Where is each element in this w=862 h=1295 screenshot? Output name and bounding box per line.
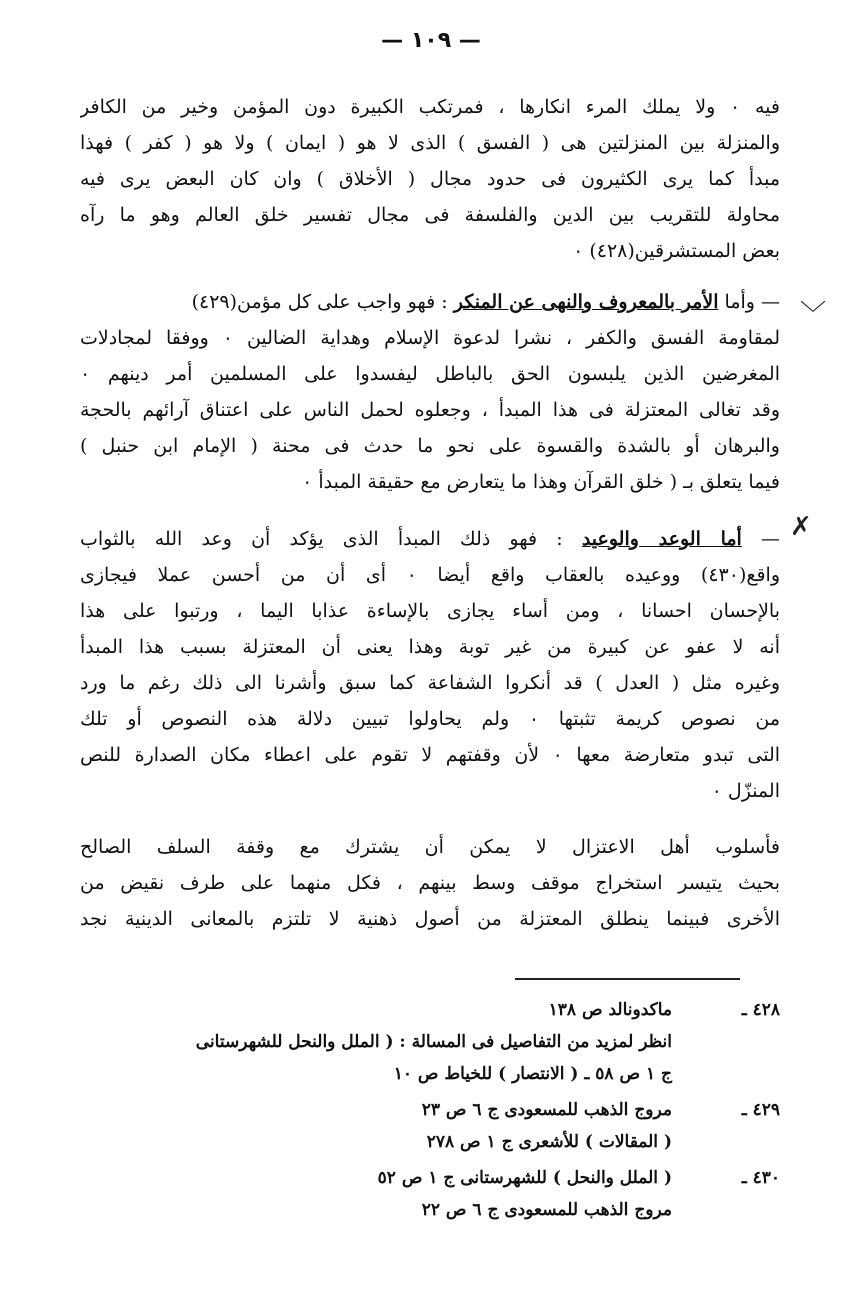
- text-line: المغرضين الذين يلبسون الحق بالباطل ليفسدوا على المسلمين أمر دينهم ٠: [80, 363, 780, 385]
- text-fragment: : فهو ذلك المبدأ الذى يؤكد أن وعد الله بالثواب: [80, 528, 563, 550]
- footnote-number: ٤٣٠ ـ: [741, 1168, 780, 1188]
- footnote-text: ماكدونالد ص ١٣٨: [548, 1000, 672, 1020]
- text-line: أنه لا عفو عن كبيرة من غير توبة وهذا يعنى أن المعتزلة بسبب هذا المبدأ: [80, 636, 780, 658]
- footnote-number: ٤٢٨ ـ: [741, 1000, 780, 1020]
- paragraph-3-first-line: [80, 524, 780, 554]
- text-line: من نصوص كريمة تثبتها ٠ ولم يحاولوا تبيين دلالة هذه النصوص أو تلك: [80, 708, 780, 730]
- text-line: بحيث يتيسر استخراج موقف وسط بينهم ، فكل منهما على طرف نقيض من: [80, 872, 780, 894]
- text-line: فأسلوب أهل الاعتزال لا يمكن أن يشترك مع وقفة السلف الصالح: [80, 836, 780, 858]
- footnote-text: مروج الذهب للمسعودى ج ٦ ص ٢٢: [421, 1200, 672, 1220]
- text-line: الأخرى فبينما ينطلق المعتزلة من أصول ذهنية لا تلتزم بالمعانى الدينية نجد: [80, 908, 780, 930]
- text-line: المنزّل ٠: [711, 780, 780, 802]
- text-line: بالإحسان احسانا ، ومن أساء يجازى بالإساءة عذابا اليما ، ورتبوا على هذا: [80, 600, 780, 622]
- text-line: لمقاومة الفسق والكفر ، نشرا لدعوة الإسلام وهداية الضالين ٠ ووفقا لمجادلات: [80, 327, 780, 349]
- footnote-text: ( الملل والنحل ) للشهرستانى ج ١ ص ٥٢: [377, 1168, 672, 1188]
- text-line: مبدأ كما يرى الكثيرون فى حدود مجال ( الأخلاق ) وان كان البعض يرى فيه: [80, 168, 780, 190]
- section-heading: أما الوعد والوعيد: [581, 528, 742, 550]
- text-line: التى تبدو متعارضة معها ٠ لأن وقفتهم لا تقوم على اعطاء مكان الصدارة للنص: [80, 744, 780, 766]
- text-line: بعض المستشرقين(٤٢٨) ٠: [573, 240, 780, 262]
- text-line: فيما يتعلق بـ ( خلق القرآن وهذا ما يتعارض مع حقيقة المبدأ ٠: [302, 471, 780, 493]
- paragraph-2-first-line: [80, 287, 780, 317]
- text-line: واقع(٤٣٠) ووعيده بالعقاب واقع أيضا ٠ أى أن من أحسن عملا فيجازى: [80, 564, 780, 586]
- text-line: وقد تغالى المعتزلة فى هذا المبدأ ، وجعلوه لحمل الناس على اعتناق آرائهم بالحجة: [80, 399, 780, 421]
- section-heading: الأمر بالمعروف والنهى عن المنكر: [453, 291, 719, 313]
- text-line: فيه ٠ ولا يملك المرء انكارها ، فمرتكب الكبيرة دون المؤمن وخير من الكافر: [80, 96, 780, 118]
- text-line: والبرهان أو بالشدة والقسوة على نحو ما حدث فى محنة ( الإمام ابن حنبل ): [80, 435, 780, 457]
- footnote-text: ج ١ ص ٥٨ ـ ( الانتصار ) للخياط ص ١٠: [393, 1064, 672, 1084]
- text-line: وغيره مثل ( العدل ) قد أنكروا الشفاعة كما سبق وأشرنا الى ذلك رغم ما ورد: [80, 672, 780, 694]
- text-line: والمنزلة بين المنزلتين هى ( الفسق ) الذى لا هو ( ايمان ) ولا هو ( كفر ) فهذا: [80, 132, 780, 154]
- handwritten-margin-mark: ﹀: [800, 300, 827, 330]
- page-number: — ١٠٩ —: [381, 28, 481, 53]
- text-fragment: : فهو واجب على كل مؤمن(٤٢٩): [191, 291, 448, 313]
- footnote-separator: [515, 978, 740, 980]
- paragraph-lead: —: [761, 528, 780, 550]
- text-line: محاولة للتقريب بين الدين والفلسفة فى مجال تفسير خلق العالم وهو ما رآه: [80, 204, 780, 226]
- footnote-number: ٤٢٩ ـ: [741, 1100, 780, 1120]
- footnote-text: ( المقالات ) للأشعرى ج ١ ص ٢٧٨: [426, 1132, 672, 1152]
- footnote-text: انظر لمزيد من التفاصيل فى المسالة : ( الملل والنحل للشهرستانى: [195, 1032, 672, 1052]
- footnote-text: مروج الذهب للمسعودى ج ٦ ص ٢٣: [421, 1100, 672, 1120]
- handwritten-margin-mark: ✗: [790, 512, 812, 542]
- paragraph-lead: — وأما: [724, 291, 780, 313]
